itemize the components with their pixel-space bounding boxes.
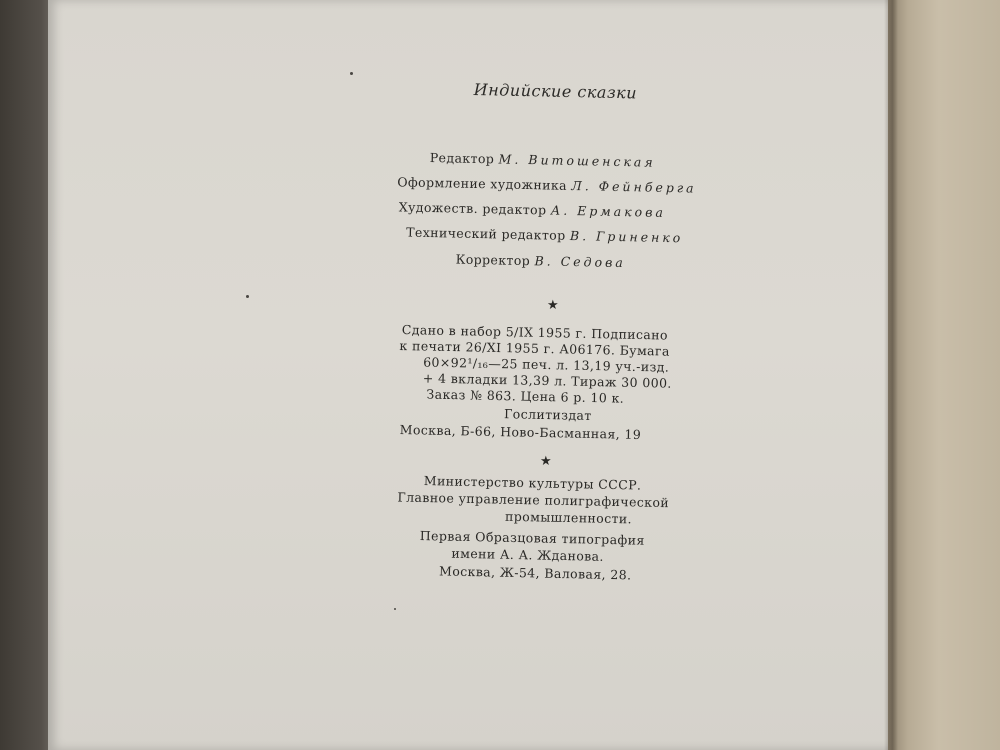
paper-speck (350, 72, 353, 75)
ministry-line: промышленности. (504, 508, 633, 527)
imprint-line: к печати 26/XI 1955 г. А06176. Бумага (399, 337, 670, 359)
ministry-line: Главное управление полиграфической (397, 489, 670, 511)
credit-role: Оформление художника (397, 174, 568, 193)
printer-line: Первая Образцовая типография (419, 528, 645, 548)
credit-role: Редактор (429, 150, 495, 167)
imprint-line: Сдано в набор 5/IX 1955 г. Подписано (401, 322, 669, 343)
imprint-line: 60×92¹/₁₆—25 печ. л. 13,19 уч.-изд. (423, 354, 670, 375)
publisher-name: Гослитиздат (503, 406, 592, 423)
credit-role: Художеств. редактор (398, 199, 547, 218)
ministry-line: Министерство культуры СССР. (423, 473, 642, 493)
printer-line: Москва, Ж-54, Валовая, 28. (438, 563, 632, 583)
star-separator: ★ (547, 298, 559, 313)
credit-name: Л. Фейнберга (571, 177, 697, 196)
desk-background (0, 0, 52, 750)
credit-name: М. Витошенская (498, 151, 656, 170)
printer-line: имени А. А. Жданова. (451, 545, 605, 564)
facing-page-edge (888, 0, 1000, 750)
credit-name: В. Седова (534, 253, 626, 271)
credit-name: А. Ермакова (550, 202, 667, 220)
spine-shadow (884, 0, 898, 750)
credit-role: Корректор (455, 251, 531, 269)
credit-role: Технический редактор (406, 224, 566, 243)
credit-name: В. Гриненко (569, 227, 684, 246)
imprint-line: Заказ № 863. Цена 6 р. 10 к. (426, 386, 625, 406)
paper-speck (246, 295, 249, 298)
star-separator: ★ (540, 454, 552, 469)
publisher-address: Москва, Б-66, Ново-Басманная, 19 (399, 421, 642, 443)
book-title: Индийские сказки (473, 80, 638, 103)
paper-speck (394, 608, 396, 610)
imprint-line: + 4 вкладки 13,39 л. Тираж 30 000. (422, 370, 672, 391)
